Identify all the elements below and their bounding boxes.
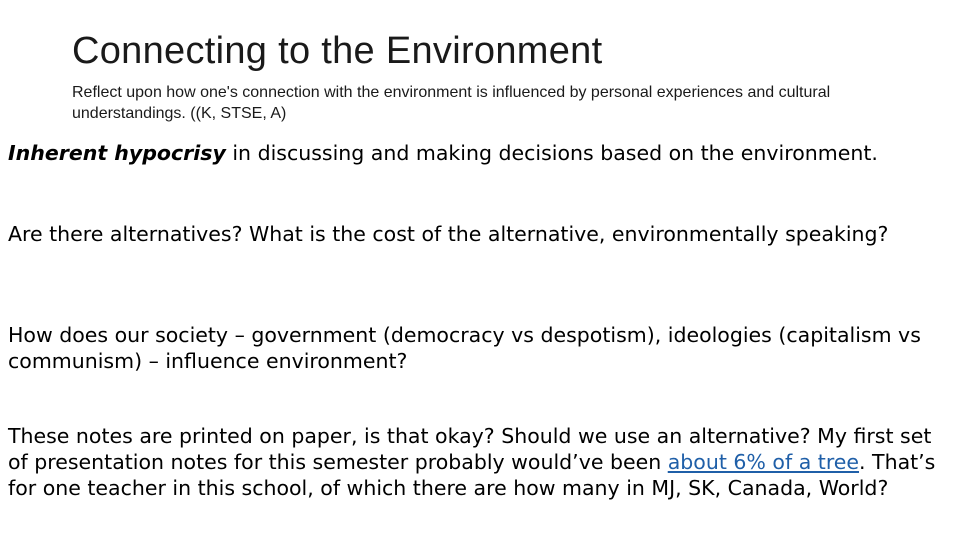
tree-percentage-link[interactable]: about 6% of a tree <box>667 450 860 474</box>
slide-subtitle: Reflect upon how one's connection with the environment is influenced by personal experiences and cultural understandings. ((K, STSE, A) <box>72 84 831 122</box>
paragraph-paper-notes-text-after: . That’s for one teacher in this school, of which there are how many in MJ, SK, Canada, World? <box>8 450 936 500</box>
paragraph-paper-notes-text-before: These notes are printed on paper, is that okay? Should we use an alternative? My first set of presentation notes for this semester probably would’ve been <box>8 424 932 474</box>
paragraph-hypocrisy <box>8 140 953 166</box>
emphasis-inherent-hypocrisy: Inherent hypocrisy <box>8 141 226 165</box>
paragraph-society: How does our society – government (democracy vs despotism), ideologies (capitalism vs communism) – influence environment? <box>8 323 921 373</box>
paragraph-hypocrisy-text: in discussing and making decisions based on the environment. <box>225 141 878 165</box>
paragraph-alternatives: Are there alternatives? What is the cost of the alternative, environmentally speaking? <box>8 222 889 246</box>
paragraph-paper-notes <box>8 423 953 501</box>
slide-title: Connecting to the Environment <box>72 30 603 72</box>
